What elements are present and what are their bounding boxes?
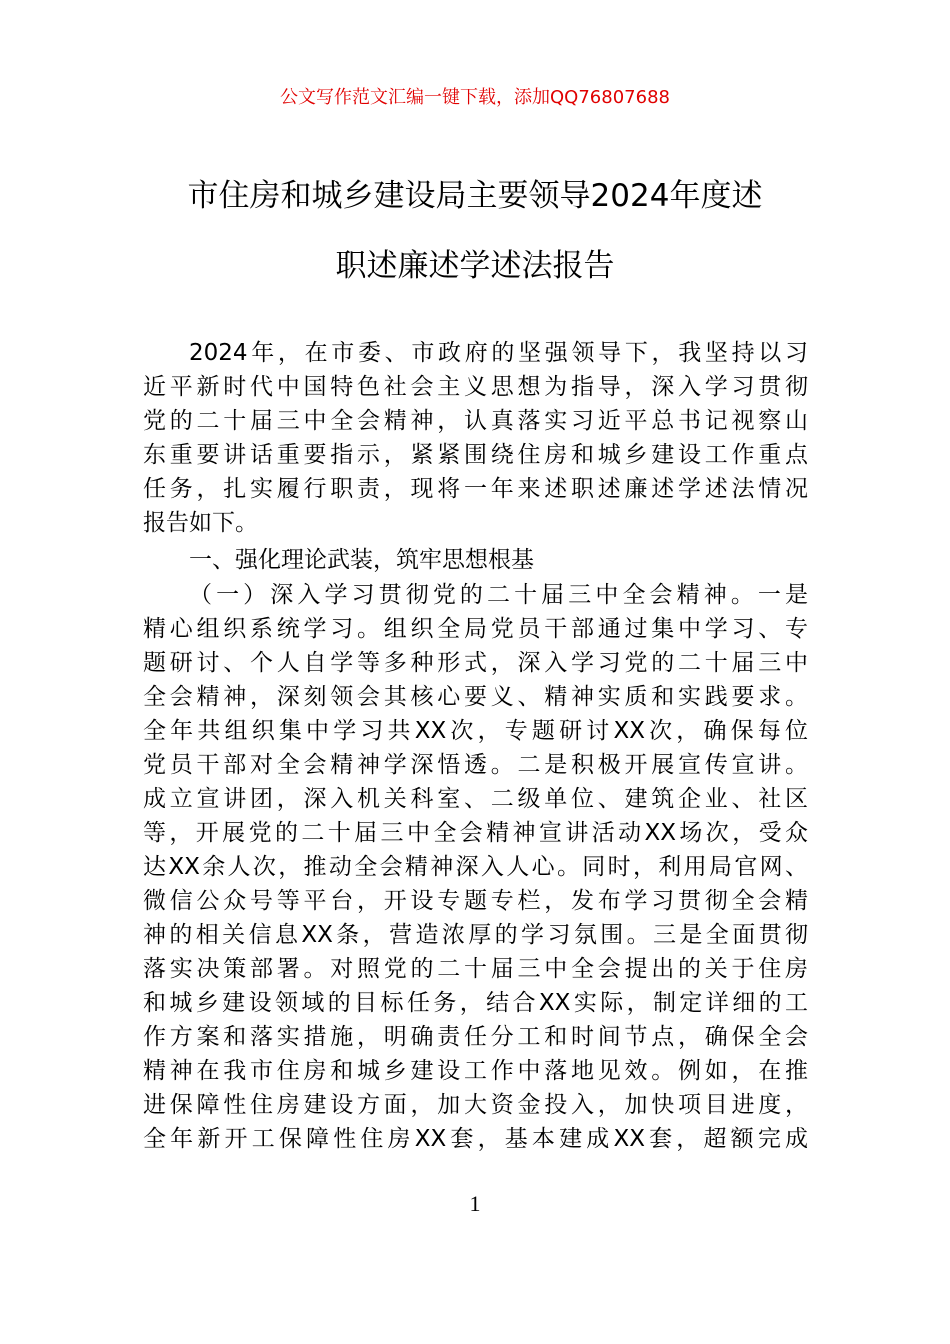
paragraph-2-line: 党员干部对全会精神学深悟透。二是积极开展宣传宣讲。 <box>143 752 808 778</box>
paragraph-1-line: 2024年，在市委、市政府的坚强领导下，我坚持以习 <box>189 340 808 366</box>
paragraph-2-line: 全年新开工保障性住房XX套，基本建成XX套，超额完成 <box>143 1126 808 1152</box>
paragraph-2-line: 题研讨、个人自学等多种形式，深入学习党的二十届三中 <box>143 650 808 676</box>
paragraph-2-line: 作方案和落实措施，明确责任分工和时间节点，确保全会 <box>143 1024 808 1050</box>
paragraph-2-line: 微信公众号等平台，开设专题专栏，发布学习贯彻全会精 <box>143 888 808 914</box>
paragraph-1-line: 党的二十届三中全会精神，认真落实习近平总书记视察山 <box>143 408 808 434</box>
document-title-line-1: 市住房和城乡建设局主要领导2024年度述 <box>187 178 763 214</box>
paragraph-1-line: 报告如下。 <box>143 510 258 536</box>
document-title-line-2: 职述廉述学述法报告 <box>335 248 615 284</box>
paragraph-2-line: 全会精神，深刻领会其核心要义、精神实质和实践要求。 <box>143 684 808 710</box>
paragraph-2-line: 精神在我市住房和城乡建设工作中落地见效。例如，在推 <box>143 1058 808 1084</box>
paragraph-2-line: 落实决策部署。对照党的二十届三中全会提出的关于住房 <box>143 956 808 982</box>
paragraph-2-line: 神的相关信息XX条，营造浓厚的学习氛围。三是全面贯彻 <box>143 922 808 948</box>
paragraph-2-line: 和城乡建设领域的目标任务，结合XX实际，制定详细的工 <box>143 990 808 1016</box>
page-number: 1 <box>469 1191 481 1216</box>
paragraph-1-line: 近平新时代中国特色社会主义思想为指导，深入学习贯彻 <box>143 374 808 400</box>
paragraph-2-line: 等，开展党的二十届三中全会精神宣讲活动XX场次，受众 <box>143 820 808 846</box>
paragraph-2-line: 成立宣讲团，深入机关科室、二级单位、建筑企业、社区 <box>143 786 808 812</box>
paragraph-2-line: 进保障性住房建设方面，加大资金投入，加快项目进度， <box>143 1092 808 1118</box>
paragraph-2-line: 全年共组织集中学习共XX次，专题研讨XX次，确保每位 <box>143 718 808 744</box>
paragraph-1-line: 任务，扎实履行职责，现将一年来述职述廉述学述法情况 <box>143 476 808 502</box>
paragraph-1-line: 东重要讲话重要指示，紧紧围绕住房和城乡建设工作重点 <box>143 442 808 468</box>
paragraph-2-line: 达XX余人次，推动全会精神深入人心。同时，利用局官网、 <box>143 854 808 880</box>
paragraph-2-line: （一）深入学习贯彻党的二十届三中全会精神。一是 <box>189 582 808 608</box>
section-heading: 一、强化理论武装，筑牢思想根基 <box>189 547 534 573</box>
paragraph-2-line: 精心组织系统学习。组织全局党员干部通过集中学习、专 <box>143 616 808 642</box>
download-note: 公文写作范文汇编一键下载，添加QQ76807688 <box>280 87 670 108</box>
